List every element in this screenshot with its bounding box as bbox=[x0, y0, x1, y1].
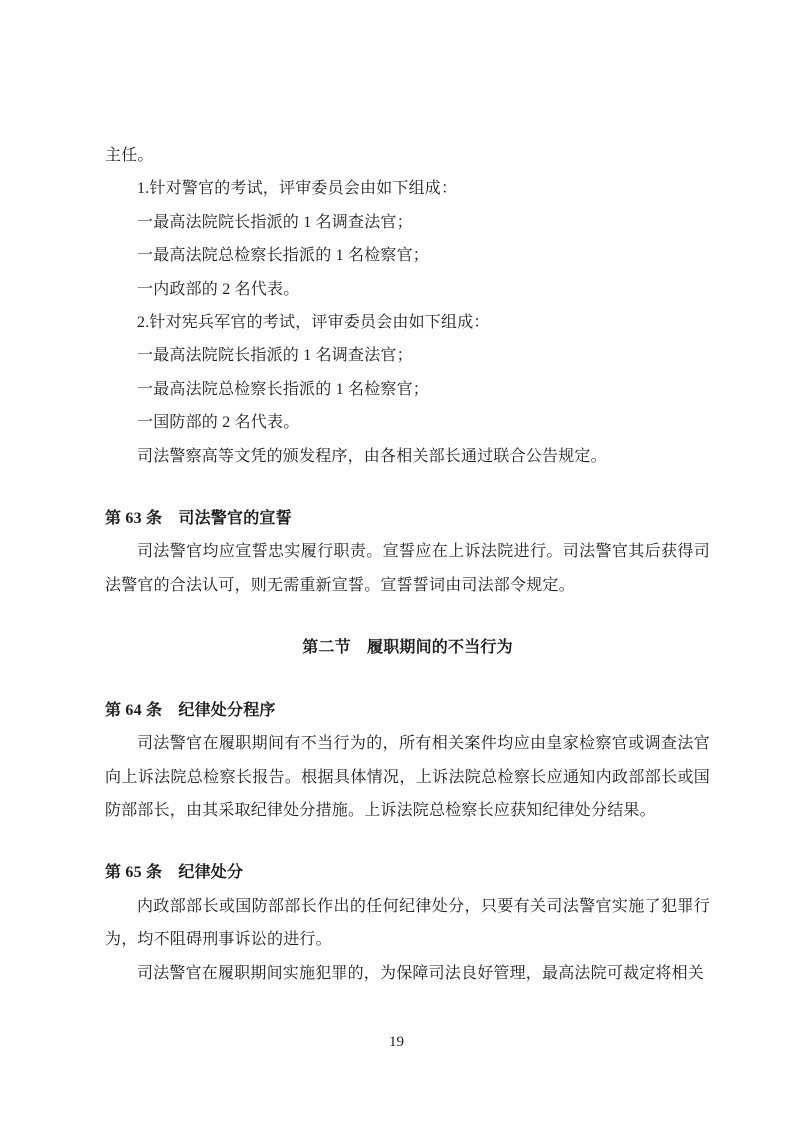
paragraph: 司法警官在履职期间实施犯罪的，为保障司法良好管理，最高法院可裁定将相关 bbox=[137, 964, 705, 982]
paragraph: 一最高法院总检察长指派的 1 名检察官； bbox=[137, 380, 430, 398]
article-heading: 第 63 条 司法警官的宣誓 bbox=[105, 510, 292, 528]
paragraph: 司法警官在履职期间有不当行为的，所有相关案件均应由皇家检察官或调查法官向上诉法院总检察长报告。根据具体情况，上诉法院总检察长应通知内政部部长或国防部部长，由其采取纪律处分措施。上诉法院总检察长应获知纪律处分结果。 bbox=[105, 735, 710, 819]
paragraph: 一最高法院总检察长指派的 1 名检察官； bbox=[137, 247, 430, 265]
paragraph: 一最高法院院长指派的 1 名调查法官； bbox=[137, 347, 413, 365]
paragraph: 主任。 bbox=[105, 147, 154, 164]
paragraph: 一内政部的 2 名代表。 bbox=[137, 280, 300, 298]
article-heading: 第 65 条 纪律处分 bbox=[105, 864, 244, 882]
section-heading: 第二节 履职期间的不当行为 bbox=[302, 639, 513, 657]
document-body bbox=[105, 139, 710, 990]
paragraph: 司法警察高等文凭的颁发程序，由各相关部长通过联合公告规定。 bbox=[137, 447, 607, 465]
paragraph: 2.针对宪兵军官的考试，评审委员会由如下组成： bbox=[137, 314, 490, 332]
paragraph: 一国防部的 2 名代表。 bbox=[137, 414, 300, 432]
article-heading: 第 64 条 纪律处分程序 bbox=[105, 701, 276, 719]
page-number: 19 bbox=[389, 1034, 404, 1050]
paragraph: 1.针对警官的考试，评审委员会由如下组成： bbox=[137, 180, 458, 198]
paragraph: 内政部部长或国防部部长作出的任何纪律处分，只要有关司法警官实施了犯罪行为，均不阻碍刑事诉讼的进行。 bbox=[105, 897, 710, 949]
paragraph: 一最高法院院长指派的 1 名调查法官； bbox=[137, 213, 413, 231]
paragraph: 司法警官均应宣誓忠实履行职责。宣誓应在上诉法院进行。司法警官其后获得司法警官的合法认可，则无需重新宣誓。宣誓誓词由司法部令规定。 bbox=[105, 543, 710, 594]
